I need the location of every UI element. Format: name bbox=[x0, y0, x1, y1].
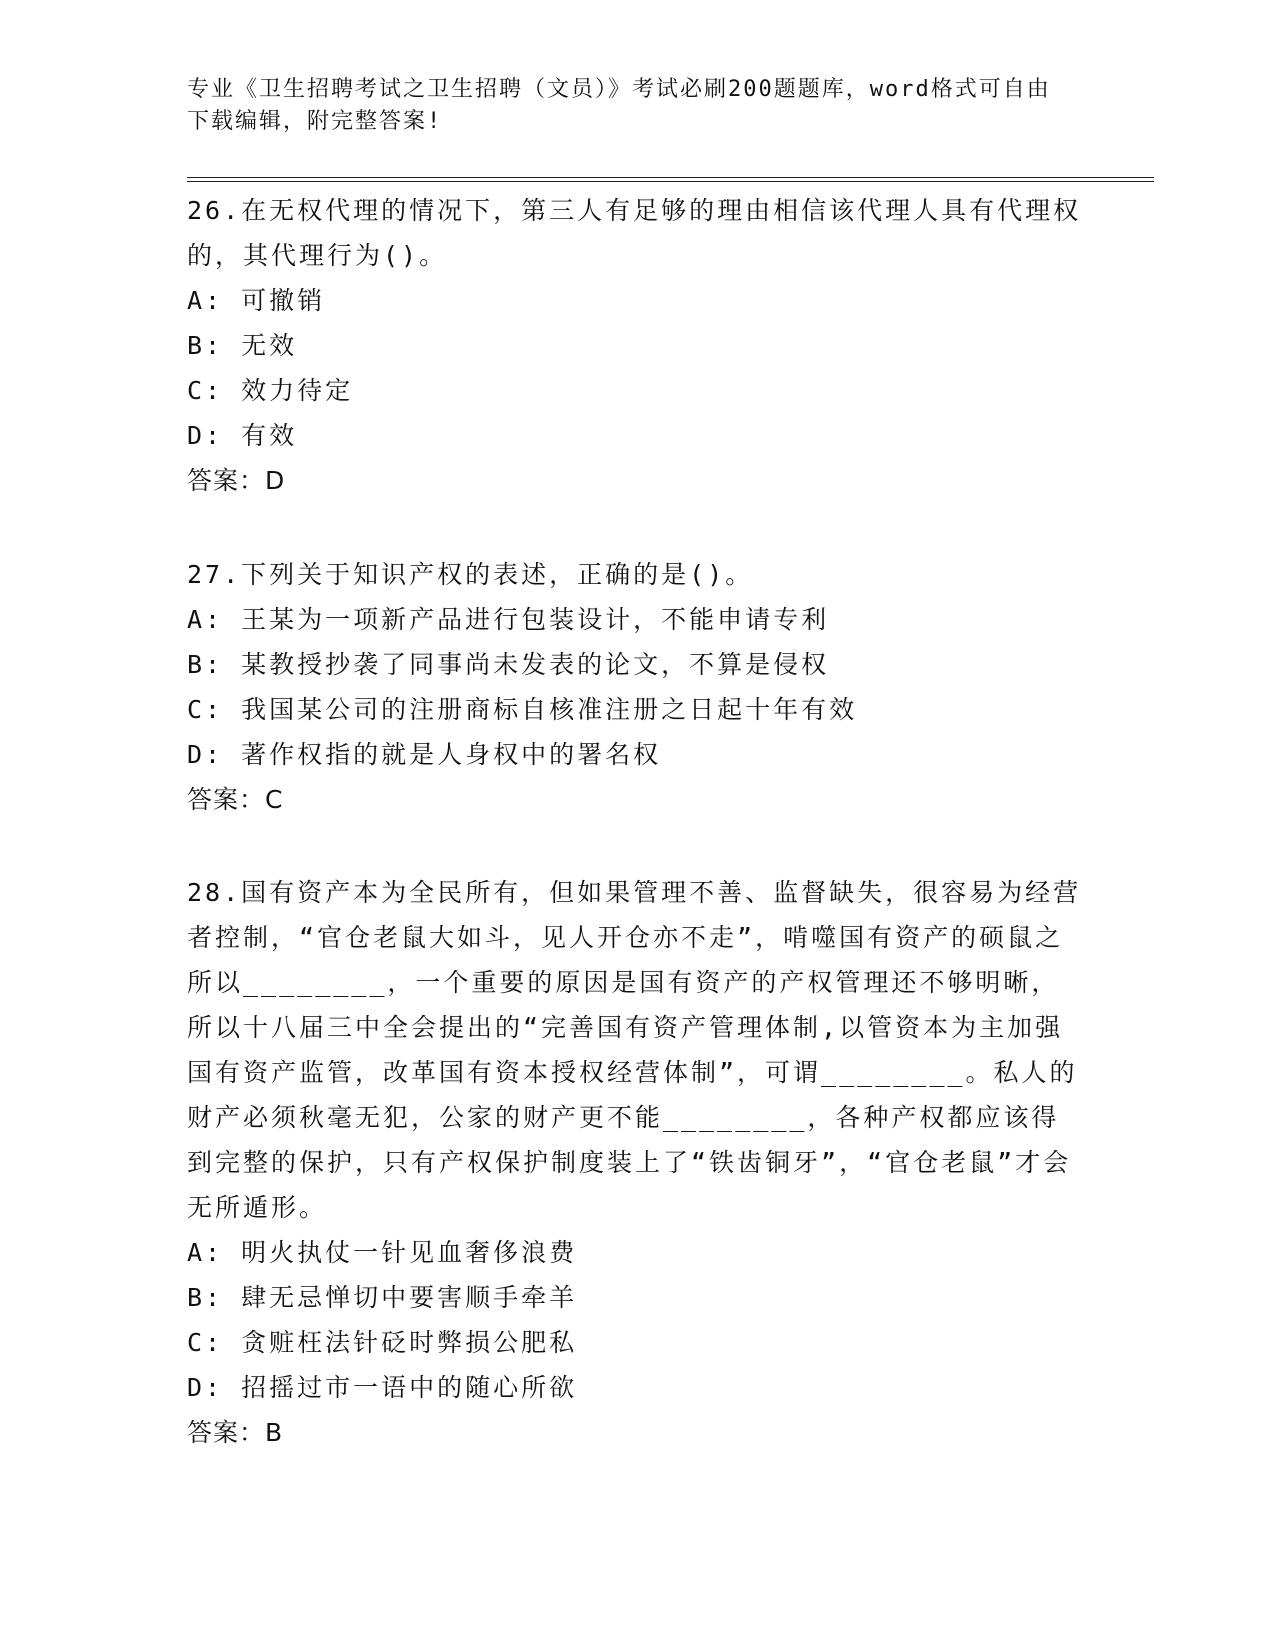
answer-line: 答案：D bbox=[187, 466, 286, 495]
header-rule-top bbox=[187, 177, 1154, 178]
option-b: B: 无效 bbox=[187, 331, 298, 360]
option-d: D: 著作权指的就是人身权中的署名权 bbox=[187, 740, 662, 769]
option-a: A: 可撤销 bbox=[187, 286, 326, 315]
option-a: A: 王某为一项新产品进行包装设计，不能申请专利 bbox=[187, 605, 830, 634]
option-b: B: 某教授抄袭了同事尚未发表的论文，不算是侵权 bbox=[187, 650, 830, 679]
answer-line: 答案：B bbox=[187, 1418, 284, 1447]
question-28 bbox=[187, 870, 1087, 1455]
option-c: C: 贪赃枉法针砭时弊损公肥私 bbox=[187, 1328, 578, 1357]
question-27 bbox=[187, 552, 1087, 822]
option-b: B: 肆无忌惮切中要害顺手牵羊 bbox=[187, 1283, 578, 1312]
option-d: D: 招摇过市一语中的随心所欲 bbox=[187, 1373, 578, 1402]
header-rule-bottom bbox=[187, 181, 1154, 182]
question-stem: 27.下列关于知识产权的表述，正确的是()。 bbox=[187, 560, 754, 589]
option-a: A: 明火执仗一针见血奢侈浪费 bbox=[187, 1238, 578, 1267]
option-c: C: 我国某公司的注册商标自核准注册之日起十年有效 bbox=[187, 695, 858, 724]
question-stem: 26.在无权代理的情况下，第三人有足够的理由相信该代理人具有代理权的，其代理行为()。 bbox=[187, 196, 1082, 270]
question-stem: 28.国有资产本为全民所有，但如果管理不善、监督缺失，很容易为经营者控制，“官仓老鼠大如斗，见人开仓亦不走”，啃噬国有资产的硕鼠之所以________，一个重要的原因是国有资产的产权管理还不够明晰，所以十八届三中全会提出的“完善国有资产管理体制,以管资本为主加强国有资产监管，改革国有资本授权经营体制”，可谓________。私人的财产必须秋毫无犯，公家的财产更不能________，各种产权都应该得到完整的保护，只有产权保护制度装上了“铁齿铜牙”，“官仓老鼠”才会无所遁形。 bbox=[187, 878, 1082, 1222]
document-header: 专业《卫生招聘考试之卫生招聘（文员）》考试必刷200题题库，word格式可自由下载编辑，附完整答案! bbox=[187, 77, 1051, 134]
option-c: C: 效力待定 bbox=[187, 376, 354, 405]
option-d: D: 有效 bbox=[187, 421, 298, 450]
question-26 bbox=[187, 188, 1087, 503]
answer-line: 答案：C bbox=[187, 785, 284, 814]
